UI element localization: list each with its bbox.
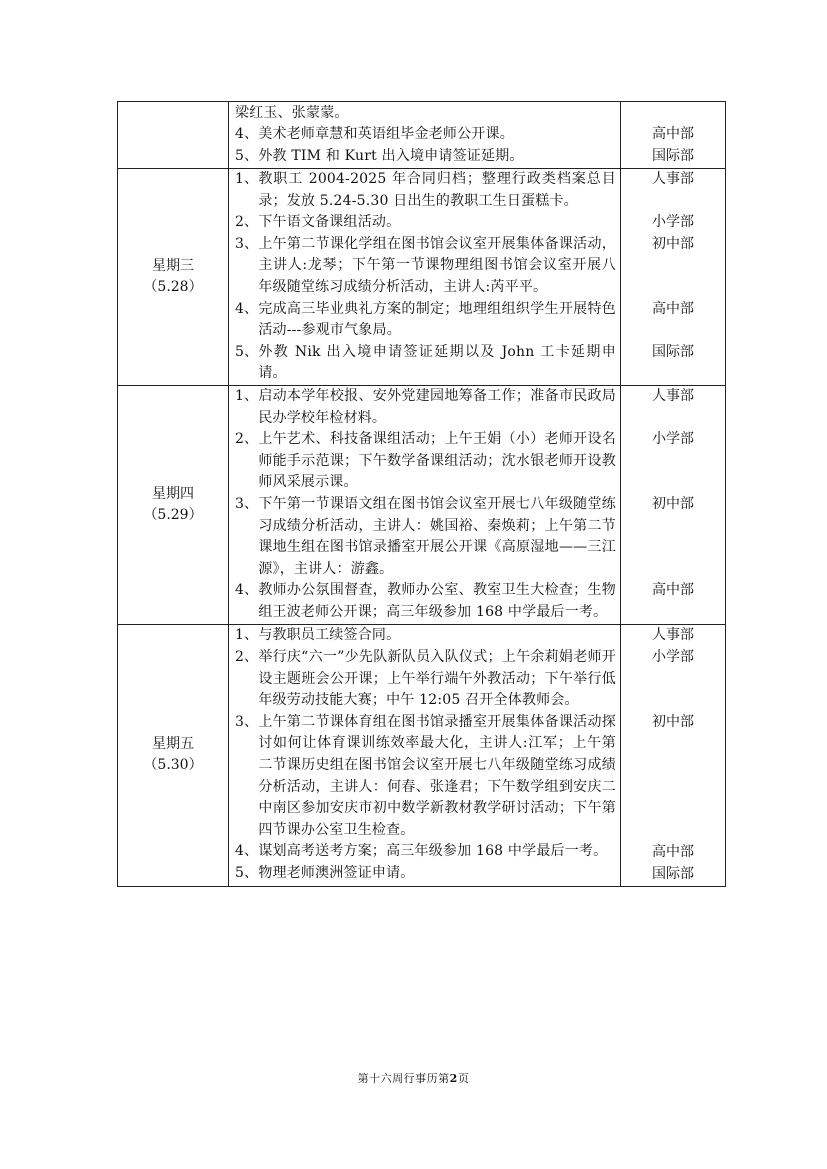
- footer-prefix: 第十六周行事历第: [357, 1072, 450, 1085]
- dept-label: [621, 102, 725, 124]
- day-cell: [118, 624, 229, 886]
- list-item: [235, 863, 616, 885]
- dept-label: 小学部: [652, 648, 694, 665]
- item-number: 1、: [235, 388, 259, 404]
- items-cell: [229, 169, 621, 386]
- dept-label: 小学部: [652, 214, 694, 230]
- dept-label: 小学部: [652, 431, 694, 448]
- list-item: [235, 342, 616, 385]
- page-footer: [0, 1070, 827, 1086]
- item-number: 1、: [235, 171, 259, 188]
- item-text: 外教 TIM 和 Kurt 出入境申请签证延期。: [258, 147, 524, 164]
- item-number: 3、: [235, 235, 259, 252]
- dept-label: 人事部: [652, 626, 694, 643]
- footer-page-number: 2: [449, 1072, 458, 1085]
- list-item: [235, 234, 616, 299]
- dept-label: 初中部: [652, 496, 694, 513]
- item-text: 下午第一节课语文组在图书馆会议室开展七八年级随堂练习成绩分析活动，主讲人：姚国裕、秦焕莉；上午第二节课地生组在图书馆录播室开展公开课《高原湿地——三江源》，主讲人：游鑫。: [258, 495, 616, 577]
- list-item: [235, 647, 616, 712]
- item-number: 2、: [235, 431, 259, 448]
- item-text: 上午第二节课体育组在图书馆录播室开展集体备课活动探讨如何让体育课训练效率最大化，主讲人:江军；上午第二节课历史组在图书馆会议室开展七八年级随堂练习成绩分析活动，主讲人：何春、张逢君；下午数学组到安庆二中南区参加安庆市初中数学新教材教学研讨活动；下午第四节课办公室卫生检查。: [258, 713, 616, 838]
- schedule-row: [118, 102, 726, 169]
- dept-label: 人事部: [652, 171, 694, 187]
- day-name: 星期四: [152, 485, 194, 502]
- day-cell: [118, 102, 229, 169]
- list-item: [235, 146, 616, 168]
- list-item: [235, 494, 616, 580]
- item-text: 举行庆“六一”少先队新队员入队仪式；上午余莉娟老师开设主题班会公开课；上午举行端午外教活动；下午举行低年级劳动技能大赛；中午 12:05 召开全体教师会。: [258, 649, 616, 709]
- dept-label: 初中部: [652, 236, 694, 252]
- item-number: 4、: [235, 126, 259, 143]
- item-text: 物理老师澳洲签证申请。: [258, 865, 415, 881]
- day-date: （5.29）: [143, 506, 203, 523]
- dept-label: 国际部: [652, 865, 694, 882]
- dept-cell: [621, 102, 726, 169]
- list-item: [235, 841, 616, 863]
- schedule-row: [118, 169, 726, 386]
- item-text: 启动本学年校报、安外党建园地筹备工作；准备市民政局民办学校年检材料。: [258, 388, 616, 426]
- dept-label: 人事部: [652, 388, 694, 405]
- list-item: [235, 625, 616, 647]
- day-cell: [118, 386, 229, 625]
- list-item: [235, 212, 616, 234]
- item-number: 3、: [235, 495, 259, 512]
- item-number: 4、: [235, 300, 259, 317]
- dept-label: 高中部: [652, 843, 694, 860]
- dept-label: 初中部: [652, 713, 694, 730]
- list-item: [235, 580, 616, 623]
- item-number: 5、: [235, 147, 259, 164]
- item-text: 梁红玉、张蒙蒙。: [235, 104, 349, 121]
- dept-label: 高中部: [652, 126, 694, 142]
- item-text: 美术老师章慧和英语组毕金老师公开课。: [258, 126, 514, 143]
- schedule-row: [118, 386, 726, 625]
- item-number: 5、: [235, 343, 259, 360]
- dept-label: 国际部: [652, 344, 694, 360]
- day-name: 星期三: [152, 258, 194, 274]
- day-name: 星期五: [152, 736, 194, 753]
- dept-label: 高中部: [652, 301, 694, 317]
- list-item: [235, 103, 616, 125]
- items-cell: [229, 624, 621, 886]
- item-text: 完成高三毕业典礼方案的制定；地理组组织学生开展特色活动---参观市气象局。: [258, 300, 616, 339]
- item-number: 3、: [235, 713, 259, 730]
- schedule-table: [117, 101, 726, 887]
- item-number: 4、: [235, 843, 259, 860]
- item-text: 谋划高考送考方案；高三年级参加 168 中学最后一考。: [258, 843, 608, 860]
- list-item: [235, 299, 616, 342]
- footer-suffix: 页: [457, 1072, 470, 1085]
- item-number: 4、: [235, 582, 259, 599]
- item-text: 上午艺术、科技备课组活动；上午王娟（小）老师开设名师能手示范课；下午数学备课组活动；沈水银老师开设教师风采展示课。: [258, 431, 616, 491]
- item-text: 下午语文备课组活动。: [258, 214, 401, 231]
- dept-label: 高中部: [652, 582, 694, 599]
- item-text: 教职工 2004-2025 年合同归档；整理行政类档案总目录；发放 5.24-5.30 日出生的教职工生日蛋糕卡。: [258, 171, 616, 209]
- list-item: [235, 386, 616, 429]
- item-number: 1、: [235, 627, 259, 644]
- dept-label: 国际部: [652, 148, 694, 164]
- item-number: 2、: [235, 649, 259, 666]
- dept-cell: [621, 386, 726, 625]
- item-text: 教师办公氛围督查，教师办公室、教室卫生大检查；生物组王波老师公开课；高三年级参加 168 中学最后一考。: [258, 582, 616, 620]
- day-cell: [118, 169, 229, 386]
- day-date: （5.28）: [143, 279, 203, 295]
- dept-cell: [621, 624, 726, 886]
- item-text: 外教 Nik 出入境申请签证延期以及 John 工卡延期申请。: [258, 343, 616, 382]
- schedule-row: [118, 624, 726, 886]
- day-date: （5.30）: [143, 757, 203, 774]
- items-cell: [229, 102, 621, 169]
- items-cell: [229, 386, 621, 625]
- list-item: [235, 169, 616, 212]
- item-number: 2、: [235, 214, 259, 231]
- list-item: [235, 124, 616, 146]
- list-item: [235, 429, 616, 494]
- list-item: [235, 712, 616, 842]
- item-text: 上午第二节课化学组在图书馆会议室开展集体备课活动，主讲人:龙琴；下午第一节课物理组图书馆会议室开展八年级随堂练习成绩分析活动，主讲人:芮平平。: [258, 235, 616, 295]
- item-text: 与教职员工续签合同。: [258, 627, 401, 644]
- item-number: 5、: [235, 865, 259, 881]
- dept-cell: [621, 169, 726, 386]
